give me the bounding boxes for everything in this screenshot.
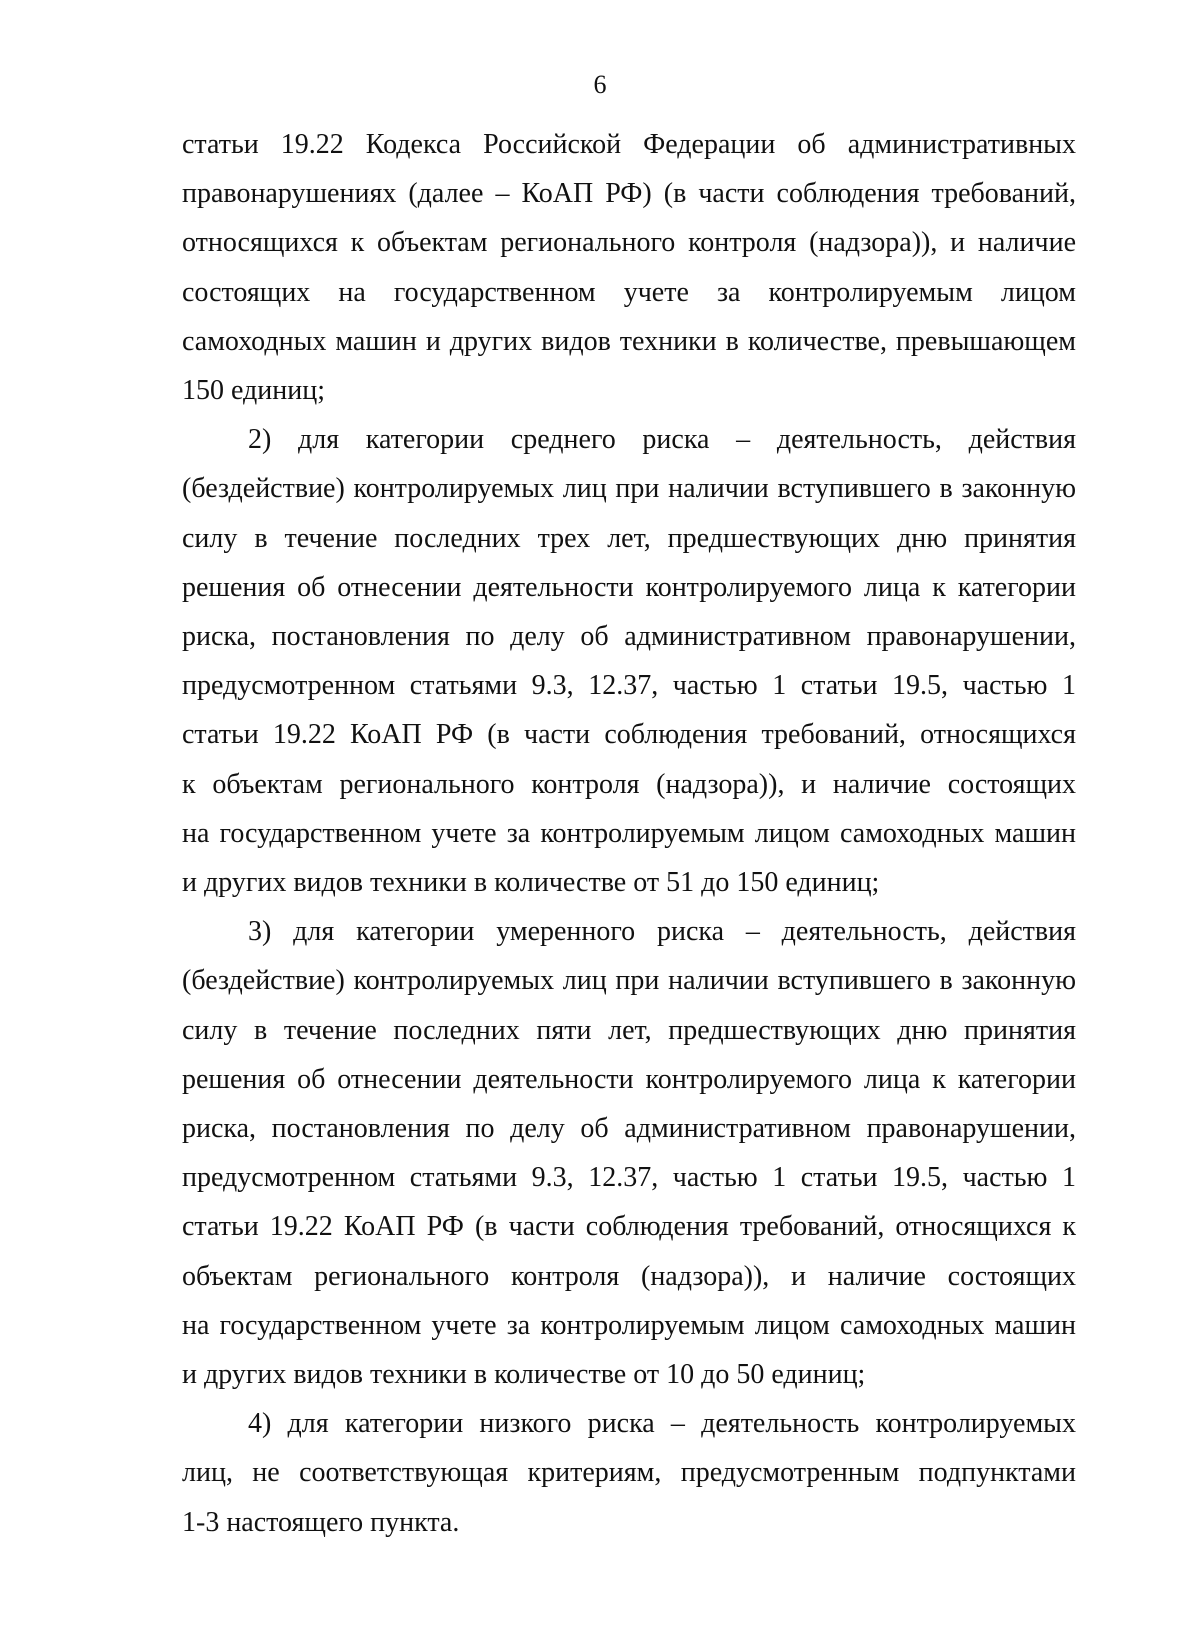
paragraph-item-4-low-risk bbox=[182, 1399, 1076, 1547]
text-line: статьи 19.22 КоАП РФ (в части соблюдения требований, относящихся к bbox=[182, 1211, 1076, 1243]
text-line: лиц, не соответствующая критериям, предусмотренным подпунктами bbox=[182, 1457, 1076, 1489]
text-line: относящихся к объектам регионального контроля (надзора)), и наличие bbox=[182, 227, 1076, 259]
document-body bbox=[182, 120, 1076, 1547]
text-line: решения об отнесении деятельности контролируемого лица к категории bbox=[182, 1063, 1076, 1095]
text-line: предусмотренном статьями 9.3, 12.37, частью 1 статьи 19.5, частью 1 bbox=[182, 670, 1076, 702]
text-line: 2) для категории среднего риска – деятельность, действия bbox=[248, 424, 1076, 456]
text-line: самоходных машин и других видов техники в количестве, превышающем bbox=[182, 325, 1076, 357]
text-line: (бездействие) контролируемых лиц при наличии вступившего в законную bbox=[182, 965, 1076, 997]
paragraph-item-2-medium-risk bbox=[182, 415, 1076, 907]
text-line: риска, постановления по делу об административном правонарушении, bbox=[182, 1113, 1076, 1145]
text-line: решения об отнесении деятельности контролируемого лица к категории bbox=[182, 571, 1076, 603]
text-line: к объектам регионального контроля (надзора)), и наличие состоящих bbox=[182, 768, 1076, 800]
text-line: на государственном учете за контролируемым лицом самоходных машин bbox=[182, 1309, 1076, 1341]
text-line: на государственном учете за контролируемым лицом самоходных машин bbox=[182, 817, 1076, 849]
text-line: статьи 19.22 Кодекса Российской Федерации об административных bbox=[182, 129, 1076, 160]
text-line: (бездействие) контролируемых лиц при наличии вступившего в законную bbox=[182, 473, 1076, 505]
paragraph-criteria-high-risk-continuation bbox=[182, 120, 1076, 415]
text-line: силу в течение последних пяти лет, предшествующих дню принятия bbox=[182, 1014, 1076, 1046]
text-line: 150 единиц; bbox=[182, 375, 326, 407]
text-line: и других видов техники в количестве от 51 до 150 единиц; bbox=[182, 867, 880, 899]
text-line: состоящих на государственном учете за контролируемым лицом bbox=[182, 276, 1076, 308]
text-line: риска, постановления по делу об административном правонарушении, bbox=[182, 621, 1076, 653]
text-line: 3) для категории умеренного риска – деятельность, действия bbox=[248, 916, 1076, 948]
text-line: 1-3 настоящего пункта. bbox=[182, 1506, 460, 1538]
page-number: 6 bbox=[593, 70, 607, 99]
text-line: объектам регионального контроля (надзора)), и наличие состоящих bbox=[182, 1260, 1076, 1292]
text-line: статьи 19.22 КоАП РФ (в части соблюдения требований, относящихся bbox=[182, 719, 1076, 751]
text-line: правонарушениях (далее – КоАП РФ) (в части соблюдения требований, bbox=[182, 178, 1076, 210]
paragraph-item-3-moderate-risk bbox=[182, 907, 1076, 1399]
text-line: предусмотренном статьями 9.3, 12.37, частью 1 статьи 19.5, частью 1 bbox=[182, 1162, 1076, 1194]
text-line: и других видов техники в количестве от 10 до 50 единиц; bbox=[182, 1359, 866, 1391]
text-line: 4) для категории низкого риска – деятельность контролируемых bbox=[248, 1408, 1076, 1440]
text-line: силу в течение последних трех лет, предшествующих дню принятия bbox=[182, 522, 1076, 554]
